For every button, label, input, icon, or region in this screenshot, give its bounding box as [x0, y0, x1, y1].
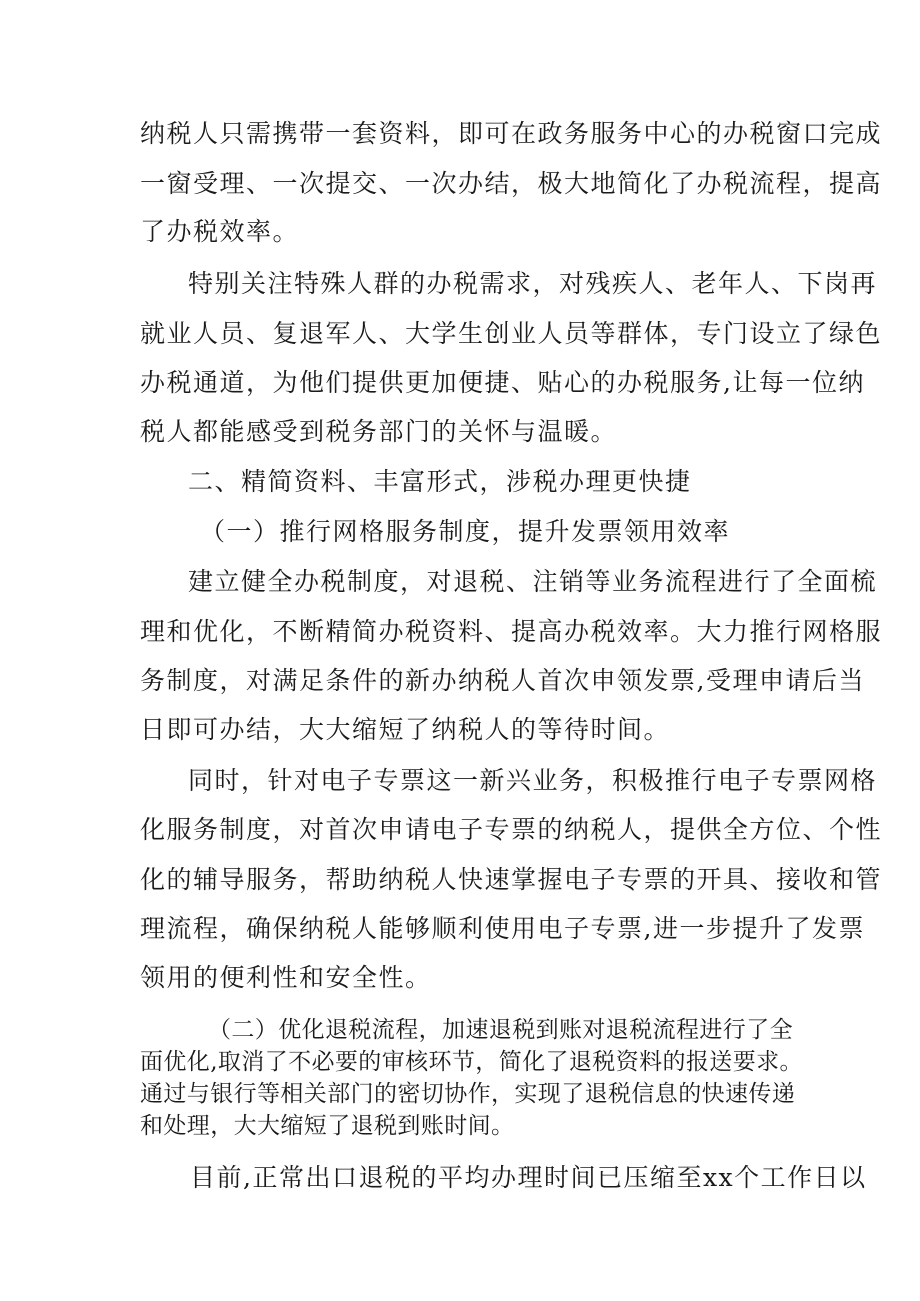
- paragraph-line: 化服务制度，对首次申请电子专票的纳税人，提供全方位、个性: [140, 815, 883, 844]
- paragraph-line: 同时，针对电子专票这一新兴业务，积极推行电子专票网格: [188, 766, 878, 795]
- subsection-heading: （二）优化退税流程，加速退税到账对退税流程进行了全: [208, 1017, 793, 1043]
- subsection-heading: （一）推行网格服务制度，提升发票领用效率: [200, 517, 731, 546]
- paragraph-line: 理流程，确保纳税人能够顺利使用电子专票,进一步提升了发票: [140, 914, 865, 943]
- paragraph-line: 通过与银行等相关部门的密切协作，实现了退税信息的快速传递: [140, 1081, 796, 1107]
- paragraph-line: 就业人员、复退军人、大学生创业人员等群体，专门设立了绿色: [140, 319, 883, 348]
- paragraph-line: 特别关注特殊人群的办税需求，对残疾人、老年人、下岗再: [188, 269, 878, 298]
- paragraph-line: 税人都能感受到税务部门的关怀与温暖。: [140, 417, 618, 446]
- paragraph-line: 领用的便利性和安全性。: [140, 963, 432, 992]
- paragraph-line: 理和优化，不断精简办税资料、提高办税效率。大力推行网格服: [140, 617, 883, 646]
- paragraph-line: 面优化,取消了不必要的审核环节，简化了退税资料的报送要求。: [140, 1049, 803, 1075]
- section-heading: 二、精简资料、丰富形式，涉税办理更快捷: [188, 467, 692, 496]
- paragraph-line: 目前,正常出口退税的平均办理时间已压缩至xx个工作日以: [190, 1163, 867, 1192]
- paragraph-line: 纳税人只需携带一套资料，即可在政务服务中心的办税窗口完成: [140, 119, 883, 148]
- paragraph-line: 了办税效率。: [140, 217, 300, 246]
- paragraph-line: 日即可办结，大大缩短了纳税人的等待时间。: [140, 715, 671, 744]
- paragraph-line: 建立健全办税制度，对退税、注销等业务流程进行了全面梳: [188, 567, 878, 596]
- paragraph-line: 和处理，大大缩短了退税到账时间。: [140, 1113, 515, 1139]
- paragraph-line: 一窗受理、一次提交、一次办结，极大地简化了办税流程，提高: [140, 169, 883, 198]
- paragraph-line: 办税通道，为他们提供更加便捷、贴心的办税服务,让每一位纳: [140, 368, 865, 397]
- paragraph-line: 化的辅导服务，帮助纳税人快速掌握电子专票的开具、接收和管: [140, 865, 883, 894]
- paragraph-line: 务制度，对满足条件的新办纳税人首次申领发票,受理申请后当: [140, 666, 865, 695]
